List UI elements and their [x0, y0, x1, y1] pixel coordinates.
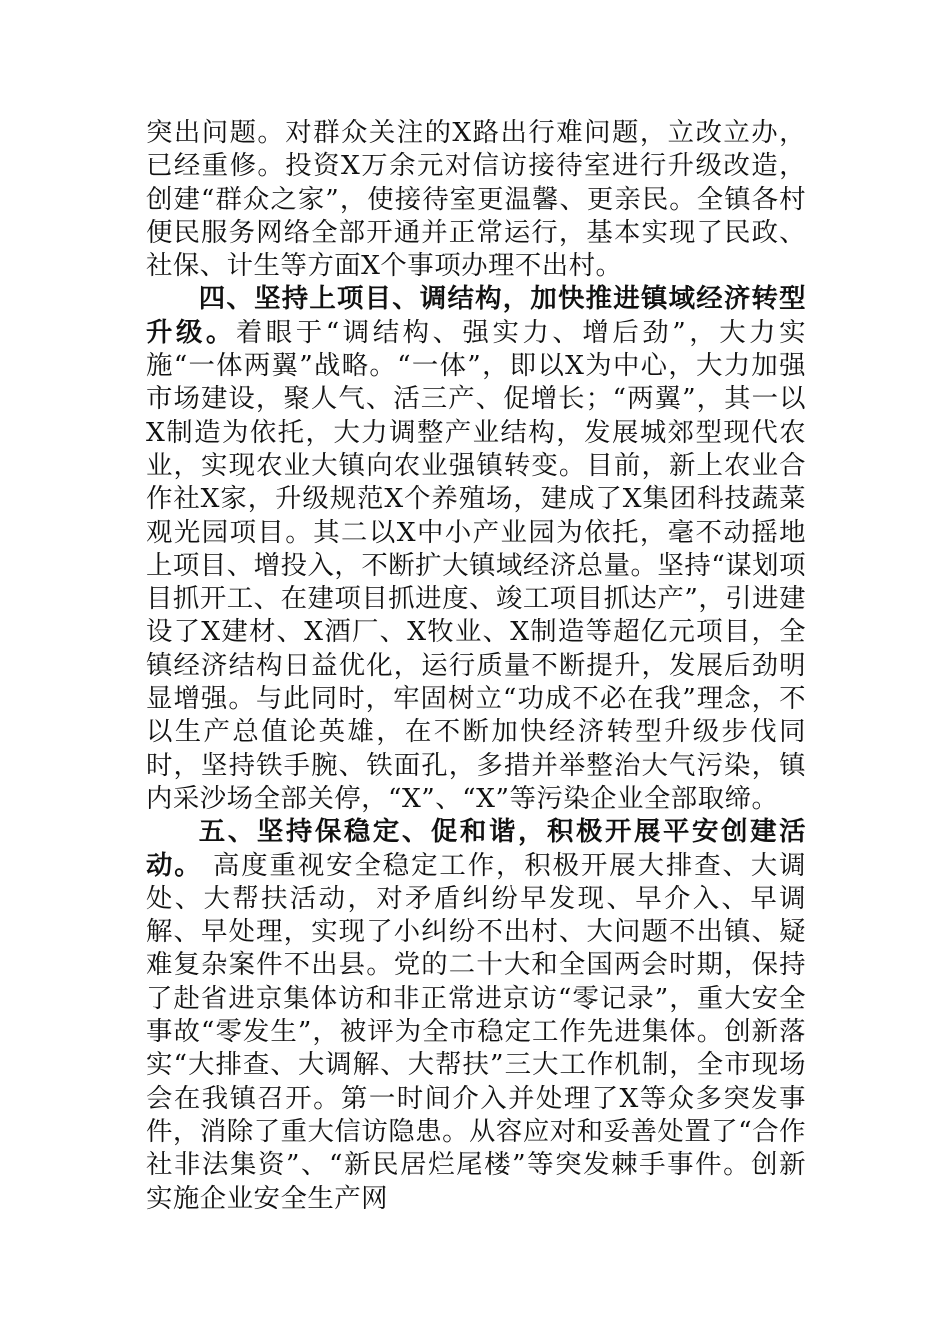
paragraph-section-four: [146, 282, 806, 815]
paragraph-body: 高度重视安全稳定工作，积极开展大排查、大调处、大帮扶活动，对矛盾纠纷早发现、早介入、早调解、早处理，实现了小纠纷不出村、大问题不出镇、疑难复杂案件不出县。党的二十大和全国两会时期，保持了赴省进京集体访和非正常进京访“零记录”，重大安全事故“零发生”，被评为全市稳定工作先进集体。创新落实“大排查、大调解、大帮扶”三大工作机制，全市现场会在我镇召开。第一时间介入并处理了X等众多突发事件，消除了重大信访隐患。从容应对和妥善处置了“合作社非法集资”、“新民居烂尾楼”等突发棘手事件。创新实施企业安全生产网: [146, 849, 807, 1214]
section-heading-four: 四、坚持上项目、调结构，加快推进镇域经济转型升级。: [146, 283, 806, 348]
section-heading-five: 五、坚持保稳定、促和谐，积极开展平安创建活动。: [146, 816, 806, 881]
document-page: [146, 116, 806, 1215]
paragraph-body: 突出问题。对群众关注的X路出行难问题，立改立办，已经重修。投资X万余元对信访接待室进行升级改造，创建“群众之家”，使接待室更温馨、更亲民。全镇各村便民服务网络全部开通并正常运行，基本实现了民政、社保、计生等方面X个事项办理不出村。: [146, 117, 806, 282]
paragraph-continuation: [146, 116, 806, 282]
paragraph-body: 着眼于“调结构、强实力、增后劲”，大力实施“一体两翼”战略。“一体”，即以X为中心，大力加强市场建设，聚人气、活三产、促增长；“两翼”，其一以X制造为依托，大力调整产业结构，发展城郊型现代农业，实现农业大镇向农业强镇转变。目前，新上农业合作社X家，升级规范X个养殖场，建成了X集团科技蔬菜观光园项目。其二以X中小产业园为依托，毫不动摇地上项目、增投入，不断扩大镇域经济总量。坚持“谋划项目抓开工、在建项目抓进度、竣工项目抓达产”，引进建设了X建材、X酒厂、X牧业、X制造等超亿元项目，全镇经济结构日益优化，运行质量不断提升，发展后劲明显增强。与此同时，牢固树立“功成不必在我”理念，不以生产总值论英雄，在不断加快经济转型升级步伐同时，坚持铁手腕、铁面孔，多措并举整治大气污染，镇内采沙场全部关停，“X”、“X”等污染企业全部取缔。: [146, 316, 807, 814]
paragraph-section-five: [146, 815, 806, 1215]
